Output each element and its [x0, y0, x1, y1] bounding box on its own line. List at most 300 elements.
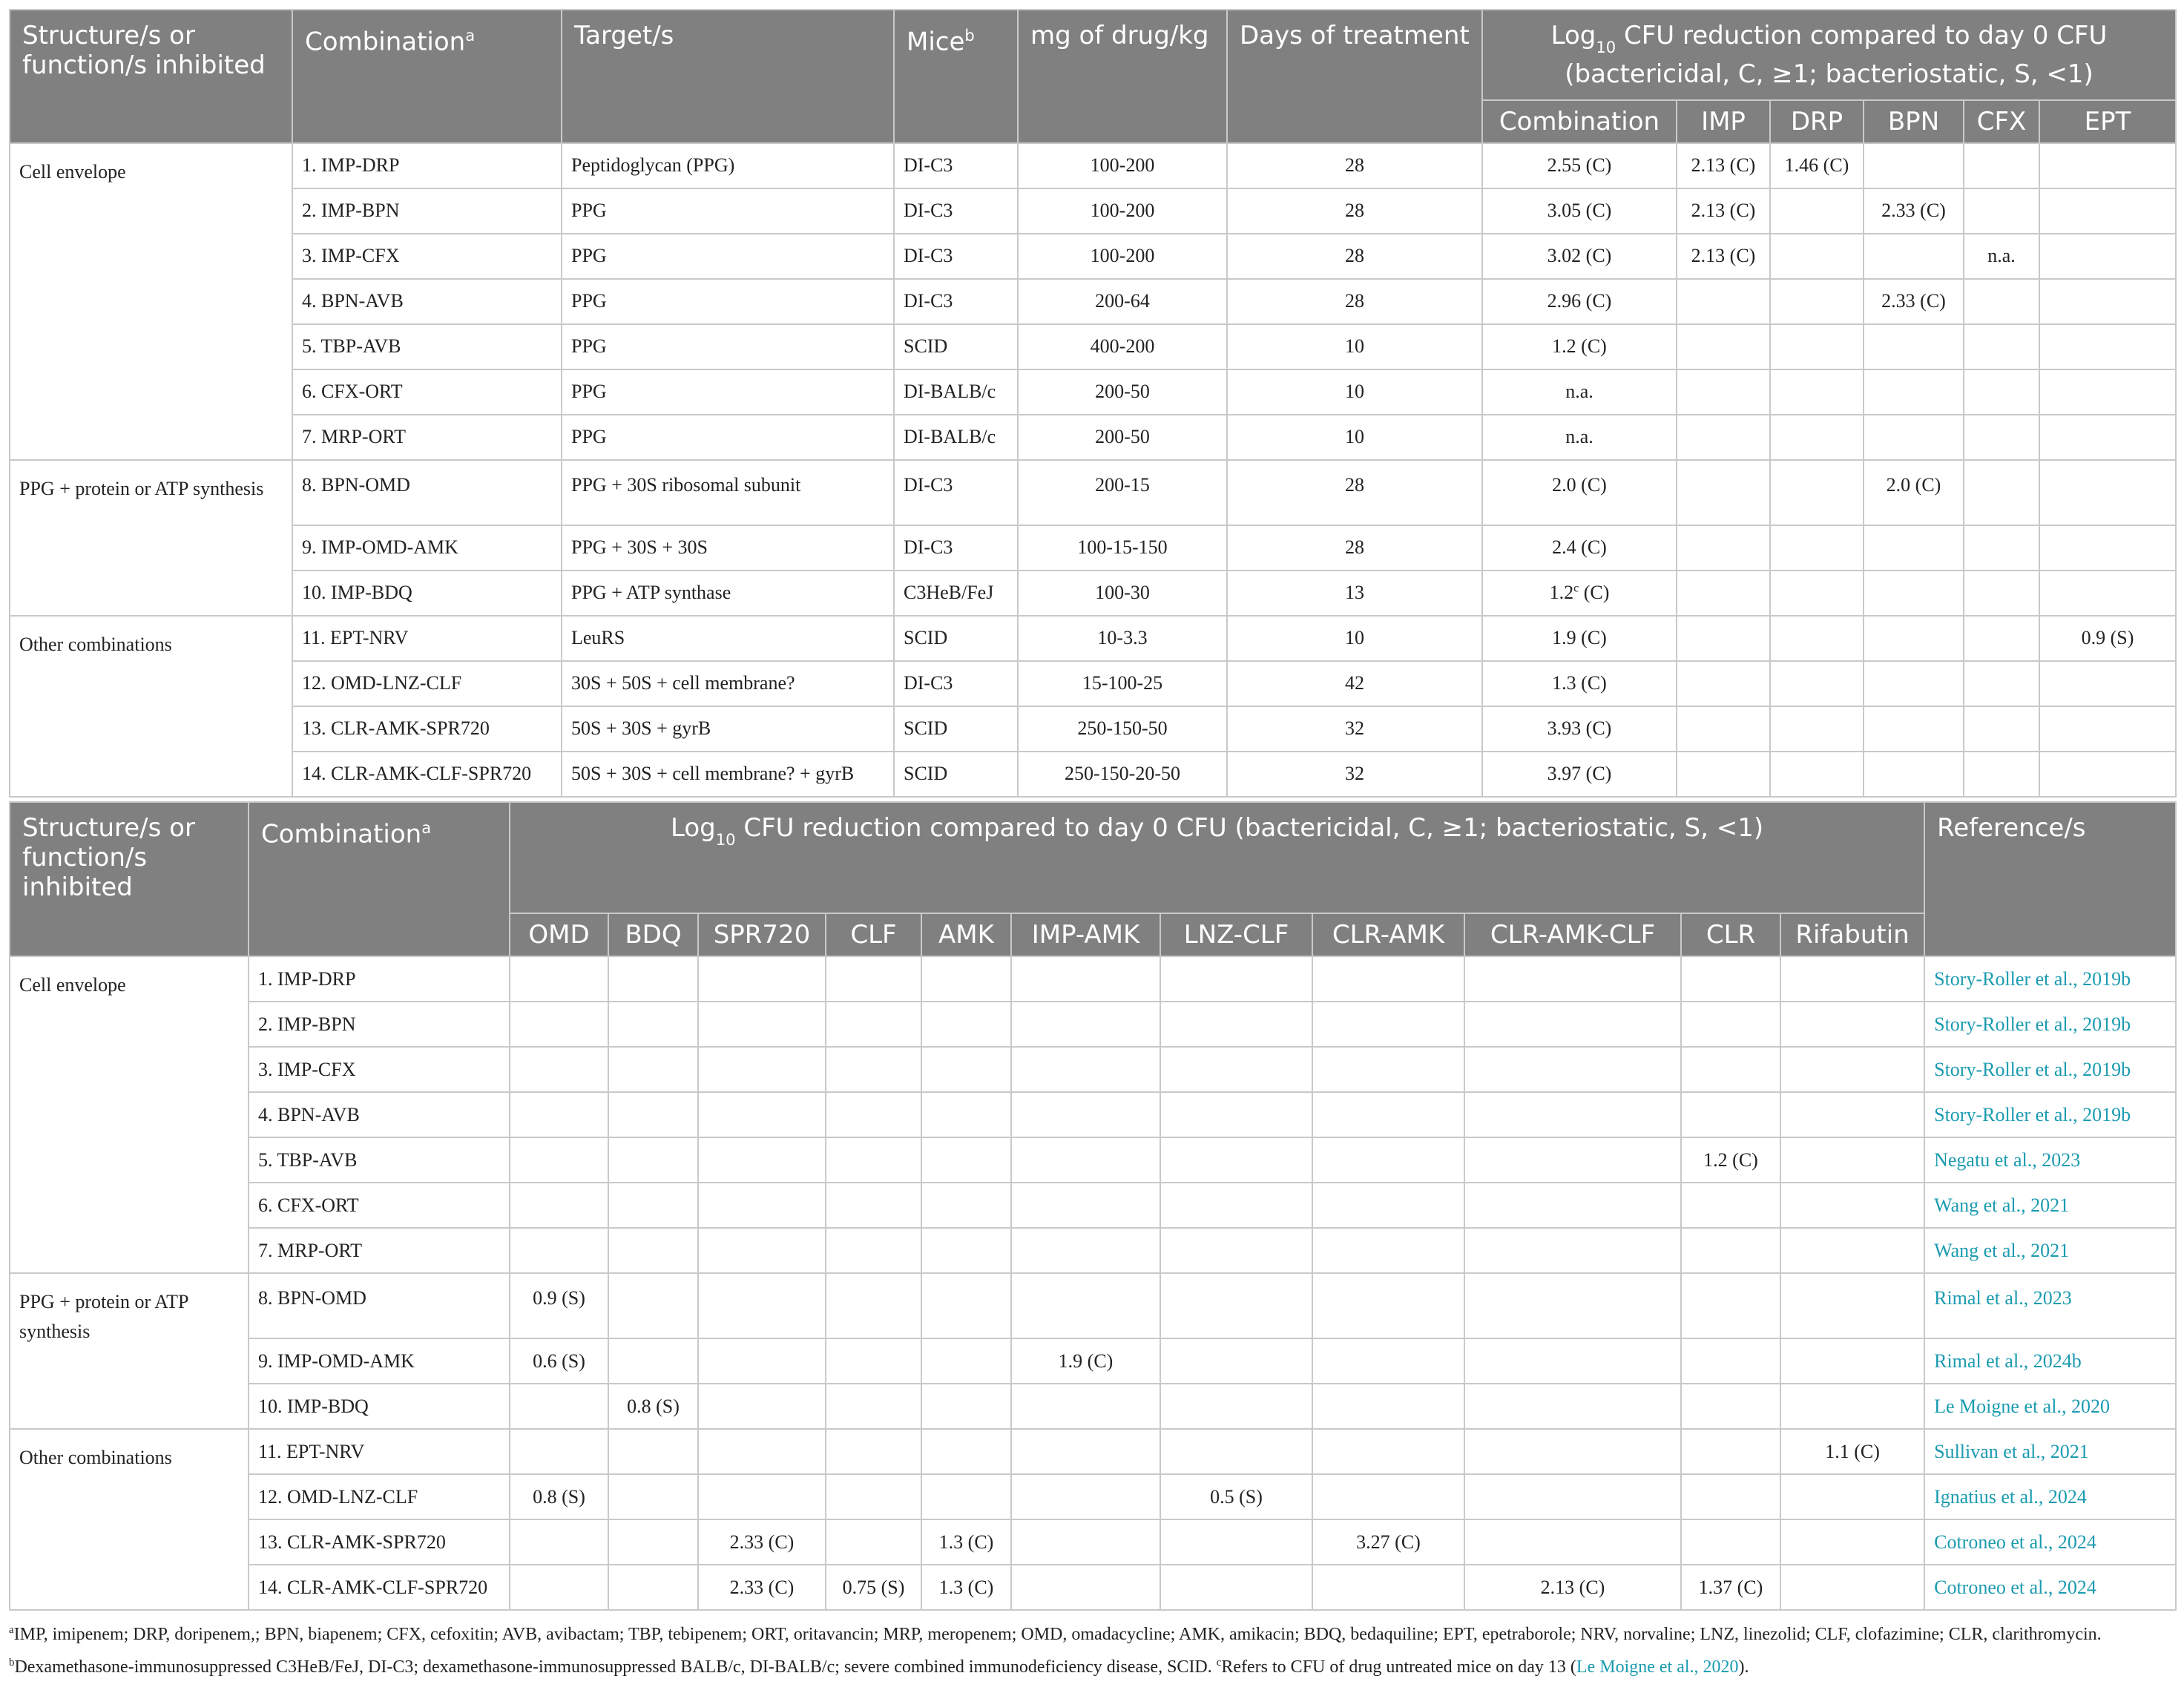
- value-cell: [1964, 661, 2039, 706]
- target-cell: PPG + ATP synthase: [562, 571, 894, 616]
- value-cell: [1770, 460, 1864, 525]
- subheader-col: SPR720: [698, 913, 826, 956]
- value-cell: [1770, 616, 1864, 661]
- value-cell: [698, 1092, 826, 1137]
- reference-link[interactable]: Ignatius et al., 2024: [1924, 1474, 2176, 1519]
- value-cell: [1160, 1273, 1312, 1338]
- footnote-c: Refers to CFU of drug untreated mice on day 13 (: [1221, 1657, 1576, 1677]
- value-cell: [1312, 1002, 1464, 1047]
- subheader-col: IMP-AMK: [1011, 913, 1160, 956]
- value-cell: [1011, 1092, 1160, 1137]
- table-row: [10, 1002, 2176, 1047]
- dose-cell: 15-100-25: [1018, 661, 1227, 706]
- value-text: 3.97 (C): [1547, 763, 1612, 785]
- combination-cell: 3. IMP-CFX: [249, 1047, 510, 1092]
- value-cell: [1770, 525, 1864, 571]
- combination-cell: 2. IMP-BPN: [292, 188, 562, 234]
- value-cell: [826, 1228, 921, 1273]
- value-cell: [698, 1183, 826, 1228]
- table-row: [10, 415, 2176, 460]
- reference-link[interactable]: Negatu et al., 2023: [1924, 1137, 2176, 1183]
- days-cell: 28: [1227, 460, 1482, 525]
- target-cell: PPG: [562, 188, 894, 234]
- value-cell: [510, 1047, 608, 1092]
- value-cell: [826, 1183, 921, 1228]
- value-cell: [1160, 1565, 1312, 1610]
- value-cell: [1780, 1519, 1924, 1565]
- subheader-col: AMK: [921, 913, 1011, 956]
- value-cell: [1864, 571, 1964, 616]
- mice-cell: DI-BALB/c: [894, 415, 1018, 460]
- value-cell: [698, 956, 826, 1002]
- value-cell: [1312, 1228, 1464, 1273]
- value-cell: 0.5 (S): [1160, 1474, 1312, 1519]
- value-cell: [921, 1273, 1011, 1338]
- combination-cell: 12. OMD-LNZ-CLF: [249, 1474, 510, 1519]
- value-cell: 2.33 (C): [1864, 188, 1964, 234]
- value-cell: [1770, 571, 1864, 616]
- value-cell: [1464, 1228, 1681, 1273]
- value-cell: [1011, 1565, 1160, 1610]
- value-cell: 2.13 (C): [1464, 1565, 1681, 1610]
- value-cell: [1464, 1519, 1681, 1565]
- combination-reduction-cell: [1482, 571, 1677, 616]
- value-cell: [1864, 415, 1964, 460]
- reference-link[interactable]: Rimal et al., 2024b: [1924, 1338, 2176, 1384]
- value-cell: [1864, 324, 1964, 369]
- table-row: [10, 1565, 2176, 1610]
- days-cell: 13: [1227, 571, 1482, 616]
- value-cell: [1677, 752, 1770, 797]
- value-cell: [1964, 415, 2039, 460]
- value-cell: [1312, 1565, 1464, 1610]
- combination-cell: 4. BPN-AVB: [292, 279, 562, 324]
- value-cell: [1681, 1474, 1780, 1519]
- value-cell: [1011, 956, 1160, 1002]
- value-cell: [1964, 279, 2039, 324]
- table-2-body: [10, 956, 2176, 1610]
- footnote-c-end: ).: [1738, 1657, 1749, 1677]
- mice-cell: DI-C3: [894, 279, 1018, 324]
- target-cell: PPG + 30S + 30S: [562, 525, 894, 571]
- header-combination: Combination$^a$: [292, 10, 562, 143]
- combination-reduction-cell: [1482, 706, 1677, 752]
- combination-cell: 8. BPN-OMD: [249, 1273, 510, 1338]
- combination-reduction-cell: [1482, 188, 1677, 234]
- days-cell: 28: [1227, 188, 1482, 234]
- combination-cell: 14. CLR-AMK-CLF-SPR720: [249, 1565, 510, 1610]
- combination-cell: 7. MRP-ORT: [249, 1228, 510, 1273]
- table-1: [9, 9, 2177, 798]
- table-row: [10, 525, 2176, 571]
- subheader-col: Combination: [1482, 100, 1677, 143]
- value-text: 2.96 (C): [1547, 290, 1612, 312]
- dose-cell: 100-200: [1018, 143, 1227, 188]
- value-cell: [1780, 1474, 1924, 1519]
- value-cell: [1160, 1092, 1312, 1137]
- value-cell: [826, 1429, 921, 1474]
- footnote-b: Dexamethasone-immunosuppressed C3HeB/FeJ, DI-C3; dexamethasone-immunosuppressed BALB/c, DI-BALB/c; severe combined immunodeficiency disease, SCID.: [14, 1657, 1212, 1677]
- value-cell: [2039, 661, 2176, 706]
- value-cell: 1.2 (C): [1681, 1137, 1780, 1183]
- reference-link[interactable]: Story-Roller et al., 2019b: [1924, 1092, 2176, 1137]
- mice-cell: DI-C3: [894, 143, 1018, 188]
- value-cell: [2039, 571, 2176, 616]
- reference-link[interactable]: Story-Roller et al., 2019b: [1924, 956, 2176, 1002]
- value-cell: [608, 1092, 698, 1137]
- value-cell: [698, 1338, 826, 1384]
- subheader-col: IMP: [1677, 100, 1770, 143]
- mice-cell: SCID: [894, 324, 1018, 369]
- value-cell: [826, 956, 921, 1002]
- reference-link[interactable]: Wang et al., 2021: [1924, 1228, 2176, 1273]
- value-cell: [1677, 415, 1770, 460]
- value-cell: [608, 956, 698, 1002]
- reference-link[interactable]: Rimal et al., 2023: [1924, 1273, 2176, 1338]
- value-text: 1.2: [1549, 582, 1574, 604]
- combination-cell: 6. CFX-ORT: [249, 1183, 510, 1228]
- value-cell: [921, 1183, 1011, 1228]
- value-cell: [2039, 143, 2176, 188]
- mice-cell: SCID: [894, 706, 1018, 752]
- days-cell: 10: [1227, 616, 1482, 661]
- value-text: (C): [1579, 582, 1610, 604]
- value-cell: [1011, 1137, 1160, 1183]
- table-row: [10, 1384, 2176, 1429]
- value-cell: [608, 1429, 698, 1474]
- value-text: 1.2 (C): [1552, 335, 1607, 358]
- header-structure: Structure/s or function/s inhibited: [10, 10, 292, 143]
- mice-cell: DI-C3: [894, 661, 1018, 706]
- value-cell: [826, 1384, 921, 1429]
- value-cell: [1160, 1047, 1312, 1092]
- table-row: [10, 279, 2176, 324]
- combination-cell: 6. CFX-ORT: [292, 369, 562, 415]
- value-cell: [1780, 1228, 1924, 1273]
- value-cell: [1770, 706, 1864, 752]
- table-row: [10, 234, 2176, 279]
- value-cell: [698, 1474, 826, 1519]
- table-row: [10, 369, 2176, 415]
- value-cell: [1770, 234, 1864, 279]
- value-cell: [1464, 1092, 1681, 1137]
- target-cell: 50S + 30S + cell membrane? + gyrB: [562, 752, 894, 797]
- header-log-reduction: Log$_{10}$ CFU reduction compared to day 0 CFU (bactericidal, C, ≥1; bacteriostatic, S, <1): [1482, 10, 2176, 100]
- combination-cell: 12. OMD-LNZ-CLF: [292, 661, 562, 706]
- value-text: 3.05 (C): [1547, 200, 1612, 222]
- value-cell: 2.13 (C): [1677, 143, 1770, 188]
- combination-cell: 11. EPT-NRV: [292, 616, 562, 661]
- value-text: 2.55 (C): [1547, 154, 1612, 177]
- subheader-col: CLR: [1681, 913, 1780, 956]
- combination-cell: 7. MRP-ORT: [292, 415, 562, 460]
- value-cell: [1780, 1273, 1924, 1338]
- group-label: PPG + protein or ATP synthesis: [10, 1273, 249, 1429]
- combination-reduction-cell: [1482, 234, 1677, 279]
- value-cell: [1770, 369, 1864, 415]
- value-cell: [1681, 1384, 1780, 1429]
- value-cell: [2039, 279, 2176, 324]
- mice-cell: DI-BALB/c: [894, 369, 1018, 415]
- value-cell: [1770, 661, 1864, 706]
- value-cell: [826, 1338, 921, 1384]
- subheader-col: CLF: [826, 913, 921, 956]
- table-row: [10, 1273, 2176, 1338]
- value-cell: [1681, 1092, 1780, 1137]
- value-cell: [921, 1002, 1011, 1047]
- value-cell: [1312, 1183, 1464, 1228]
- table-row: [10, 1228, 2176, 1273]
- value-cell: [1464, 1429, 1681, 1474]
- dose-cell: 200-64: [1018, 279, 1227, 324]
- combination-reduction-cell: [1482, 525, 1677, 571]
- value-cell: [1780, 1384, 1924, 1429]
- value-cell: [510, 1228, 608, 1273]
- combination-reduction-cell: [1482, 143, 1677, 188]
- value-cell: [1677, 616, 1770, 661]
- value-cell: [608, 1002, 698, 1047]
- subheader-col: Rifabutin: [1780, 913, 1924, 956]
- value-cell: [1160, 1338, 1312, 1384]
- value-cell: 2.33 (C): [698, 1519, 826, 1565]
- value-cell: [1677, 460, 1770, 525]
- value-cell: [1964, 571, 2039, 616]
- value-cell: 3.27 (C): [1312, 1519, 1464, 1565]
- footnote-mark: c: [1573, 582, 1579, 595]
- value-cell: [1964, 460, 2039, 525]
- value-cell: [1464, 1338, 1681, 1384]
- combination-cell: 9. IMP-OMD-AMK: [249, 1338, 510, 1384]
- value-cell: [1681, 1429, 1780, 1474]
- value-cell: [608, 1047, 698, 1092]
- value-cell: [1770, 415, 1864, 460]
- value-text: 1.9 (C): [1552, 627, 1607, 649]
- days-cell: 28: [1227, 279, 1482, 324]
- reference-link[interactable]: Wang et al., 2021: [1924, 1183, 2176, 1228]
- value-cell: [1464, 1047, 1681, 1092]
- group-label: Cell envelope: [10, 956, 249, 1273]
- combination-reduction-cell: [1482, 415, 1677, 460]
- value-cell: [826, 1137, 921, 1183]
- combination-cell: 8. BPN-OMD: [292, 460, 562, 525]
- value-cell: [698, 1137, 826, 1183]
- value-cell: [1011, 1273, 1160, 1338]
- value-cell: [510, 1092, 608, 1137]
- table-row: [10, 460, 2176, 525]
- value-cell: [2039, 525, 2176, 571]
- reference-link[interactable]: Sullivan et al., 2021: [1924, 1429, 2176, 1474]
- target-cell: PPG: [562, 369, 894, 415]
- value-cell: [1464, 1137, 1681, 1183]
- reference-link[interactable]: Cotroneo et al., 2024: [1924, 1565, 2176, 1610]
- value-cell: [1964, 616, 2039, 661]
- value-cell: [1780, 1047, 1924, 1092]
- value-cell: [1464, 1474, 1681, 1519]
- combination-cell: 14. CLR-AMK-CLF-SPR720: [292, 752, 562, 797]
- value-cell: [1677, 525, 1770, 571]
- value-cell: [510, 1002, 608, 1047]
- mice-cell: DI-C3: [894, 460, 1018, 525]
- value-cell: [1160, 1429, 1312, 1474]
- days-cell: 32: [1227, 752, 1482, 797]
- target-cell: PPG: [562, 324, 894, 369]
- value-cell: [1677, 324, 1770, 369]
- dose-cell: 250-150-50: [1018, 706, 1227, 752]
- table-row: [10, 752, 2176, 797]
- value-cell: [921, 1092, 1011, 1137]
- value-cell: [1160, 1002, 1312, 1047]
- value-cell: [1160, 1137, 1312, 1183]
- subheader-col: CLR-AMK: [1312, 913, 1464, 956]
- value-cell: [510, 956, 608, 1002]
- value-cell: [1160, 1384, 1312, 1429]
- value-cell: [921, 956, 1011, 1002]
- value-cell: [1011, 1047, 1160, 1092]
- target-cell: 30S + 50S + cell membrane?: [562, 661, 894, 706]
- subheader-col: CLR-AMK-CLF: [1464, 913, 1681, 956]
- dose-cell: 100-30: [1018, 571, 1227, 616]
- value-cell: [1677, 706, 1770, 752]
- value-cell: [1160, 956, 1312, 1002]
- reference-link[interactable]: Story-Roller et al., 2019b: [1924, 1002, 2176, 1047]
- value-cell: [698, 1228, 826, 1273]
- value-cell: [826, 1519, 921, 1565]
- days-cell: 10: [1227, 324, 1482, 369]
- value-cell: [1011, 1429, 1160, 1474]
- combination-cell: 13. CLR-AMK-SPR720: [249, 1519, 510, 1565]
- combination-cell: 5. TBP-AVB: [292, 324, 562, 369]
- target-cell: PPG: [562, 234, 894, 279]
- days-cell: 32: [1227, 706, 1482, 752]
- value-cell: [1964, 752, 2039, 797]
- dose-cell: 100-200: [1018, 234, 1227, 279]
- value-cell: [1312, 1429, 1464, 1474]
- value-cell: [1011, 1183, 1160, 1228]
- value-cell: [1312, 1384, 1464, 1429]
- days-cell: 28: [1227, 143, 1482, 188]
- group-label: Other combinations: [10, 1429, 249, 1610]
- value-cell: [1780, 1565, 1924, 1610]
- value-cell: 1.9 (C): [1011, 1338, 1160, 1384]
- value-cell: 2.33 (C): [698, 1565, 826, 1610]
- value-cell: [1677, 571, 1770, 616]
- value-text: 3.93 (C): [1547, 717, 1612, 740]
- value-cell: [1780, 1338, 1924, 1384]
- dose-cell: 200-50: [1018, 369, 1227, 415]
- value-cell: 2.0 (C): [1864, 460, 1964, 525]
- footnote-reference-link[interactable]: Le Moigne et al., 2020: [1576, 1657, 1739, 1677]
- value-cell: 1.3 (C): [921, 1519, 1011, 1565]
- group-label: Cell envelope: [10, 143, 292, 460]
- value-cell: [1464, 1273, 1681, 1338]
- mice-cell: SCID: [894, 752, 1018, 797]
- value-cell: [1964, 706, 2039, 752]
- value-text: n.a.: [1565, 426, 1593, 448]
- reference-link[interactable]: Story-Roller et al., 2019b: [1924, 1047, 2176, 1092]
- value-cell: [608, 1474, 698, 1519]
- value-cell: [698, 1429, 826, 1474]
- mice-cell: DI-C3: [894, 188, 1018, 234]
- value-cell: [1681, 956, 1780, 1002]
- value-cell: [510, 1137, 608, 1183]
- combination-cell: 4. BPN-AVB: [249, 1092, 510, 1137]
- value-cell: [1011, 1384, 1160, 1429]
- value-cell: [1312, 1047, 1464, 1092]
- combination-reduction-cell: [1482, 661, 1677, 706]
- header-targets: Target/s: [562, 10, 894, 143]
- value-cell: [1011, 1519, 1160, 1565]
- combination-reduction-cell: [1482, 279, 1677, 324]
- value-cell: [510, 1519, 608, 1565]
- value-cell: [698, 1002, 826, 1047]
- value-cell: [1312, 1273, 1464, 1338]
- value-cell: [608, 1519, 698, 1565]
- header-combination: Combination$^a$: [249, 802, 510, 956]
- days-cell: 10: [1227, 369, 1482, 415]
- days-cell: 42: [1227, 661, 1482, 706]
- value-cell: 1.46 (C): [1770, 143, 1864, 188]
- value-cell: [1770, 324, 1864, 369]
- value-cell: 2.33 (C): [1864, 279, 1964, 324]
- value-cell: [1964, 143, 2039, 188]
- mice-cell: DI-C3: [894, 525, 1018, 571]
- value-cell: [1681, 1519, 1780, 1565]
- value-cell: [1864, 616, 1964, 661]
- dose-cell: 10-3.3: [1018, 616, 1227, 661]
- value-cell: [2039, 188, 2176, 234]
- value-text: 2.0 (C): [1552, 473, 1607, 496]
- value-cell: [1464, 956, 1681, 1002]
- combination-reduction-cell: [1482, 369, 1677, 415]
- table-row: [10, 616, 2176, 661]
- value-cell: 2.13 (C): [1677, 188, 1770, 234]
- combination-reduction-cell: [1482, 324, 1677, 369]
- value-cell: [2039, 706, 2176, 752]
- value-cell: [1160, 1228, 1312, 1273]
- value-cell: [608, 1338, 698, 1384]
- value-cell: [1864, 661, 1964, 706]
- value-cell: [1964, 188, 2039, 234]
- value-cell: 1.1 (C): [1780, 1429, 1924, 1474]
- header-dose: mg of drug/kg: [1018, 10, 1227, 143]
- combination-cell: 5. TBP-AVB: [249, 1137, 510, 1183]
- table-row: [10, 571, 2176, 616]
- value-cell: [1780, 1002, 1924, 1047]
- reference-link[interactable]: Le Moigne et al., 2020: [1924, 1384, 2176, 1429]
- table-row: [10, 188, 2176, 234]
- value-cell: [608, 1273, 698, 1338]
- value-cell: [921, 1137, 1011, 1183]
- value-cell: 0.9 (S): [2039, 616, 2176, 661]
- table-row: [10, 661, 2176, 706]
- value-cell: [510, 1384, 608, 1429]
- dose-cell: 100-15-150: [1018, 525, 1227, 571]
- target-cell: 50S + 30S + gyrB: [562, 706, 894, 752]
- value-cell: [1864, 752, 1964, 797]
- value-cell: [698, 1047, 826, 1092]
- table-row: [10, 324, 2176, 369]
- value-text: 3.02 (C): [1547, 245, 1612, 267]
- footnote-mark: a: [9, 1624, 14, 1636]
- value-cell: [826, 1474, 921, 1519]
- reference-link[interactable]: Cotroneo et al., 2024: [1924, 1519, 2176, 1565]
- footnote-a: IMP, imipenem; DRP, doripenem,; BPN, biapenem; CFX, cefoxitin; AVB, avibactam; TBP, tebipenem; ORT, oritavancin; MRP, meropenem; OMD, omadacycline; AMK, amikacin; BDQ, bedaquiline; EPT, epetraborole; NRV, norvaline; LNZ, linezolid; CLF, clofazimine; CLR, clarithromycin.: [13, 1625, 2102, 1644]
- value-cell: [921, 1429, 1011, 1474]
- value-cell: [921, 1047, 1011, 1092]
- combination-reduction-cell: [1482, 616, 1677, 661]
- value-cell: 1.3 (C): [921, 1565, 1011, 1610]
- footnote-mark: b: [9, 1657, 15, 1669]
